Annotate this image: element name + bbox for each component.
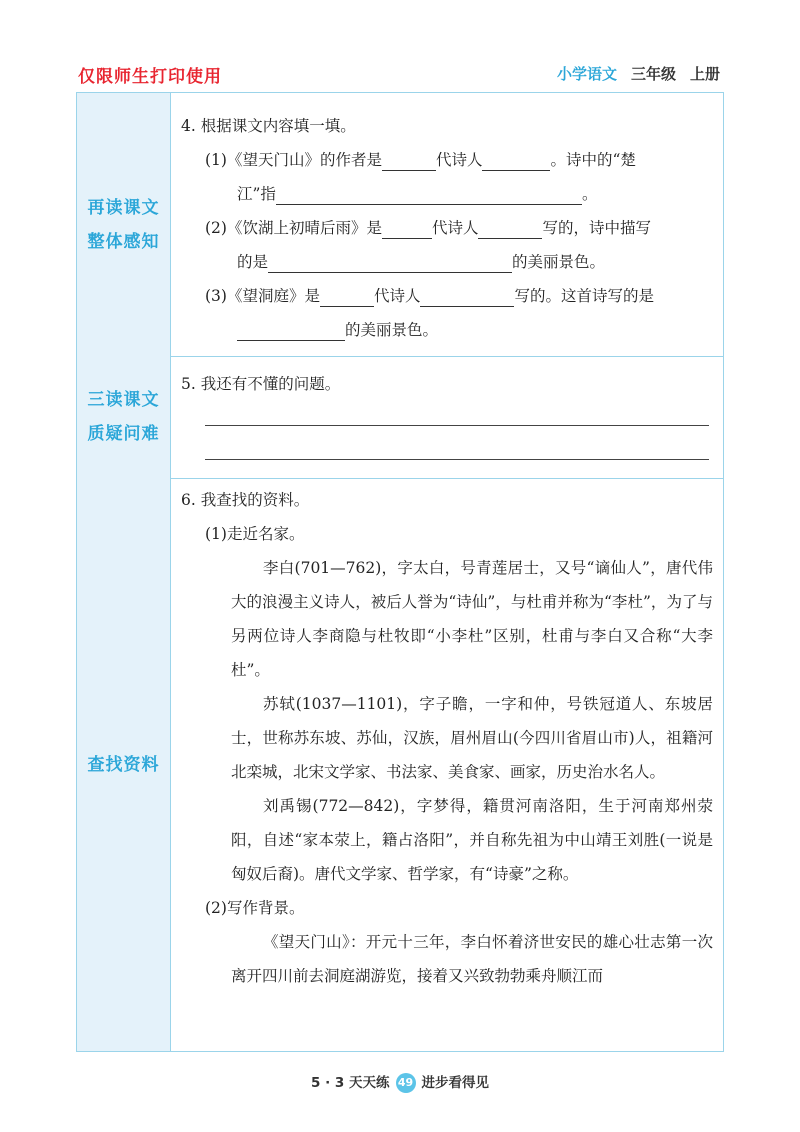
section-label-reread [77, 93, 171, 356]
fill-blank[interactable] [420, 284, 514, 307]
fill-blank[interactable] [482, 148, 550, 171]
fill-blank[interactable] [478, 216, 542, 239]
q4-line: (2)《饮湖上初晴后雨》是 代诗人 写的，诗中描写 [181, 211, 713, 245]
row-divider [77, 478, 723, 479]
volume-label: 上册 [689, 65, 720, 83]
section-label-line: 质疑问难 [87, 424, 160, 444]
background-text: 《望天门山》：开元十三年，李白怀着济世安民的雄心壮志第一次离开四川前去洞庭湖游览，接着又兴致勃勃乘舟顺江而 [231, 933, 713, 985]
grade-label: 三年级 [630, 65, 676, 83]
fill-blank[interactable] [382, 216, 432, 239]
bio-liuyuxi: 刘禹锡(772—842)，字梦得，籍贯河南洛阳，生于河南郑州荥阳，自述“家本荥上，籍占洛阳”，并自称先祖为中山靖王刘胜(一说是匈奴后裔)。唐代文学家、哲学家，有“诗豪”之称。 [231, 797, 713, 883]
answer-line[interactable] [205, 459, 709, 460]
worksheet-table [76, 92, 724, 1052]
question-title: 5. 我还有不懂的问题。 [181, 375, 341, 393]
page-footer [0, 1071, 800, 1093]
fill-blank[interactable] [237, 318, 345, 341]
q4-line: 的美丽景色。 [181, 313, 713, 347]
section-label-research [77, 478, 171, 1051]
book-info [557, 63, 720, 84]
subject-label: 小学语文 [556, 65, 617, 83]
question-6 [181, 483, 713, 993]
print-notice: 仅限师生打印使用 [78, 67, 222, 87]
section-label-line: 再读课文 [87, 197, 160, 218]
footer-brand: 5 · 3 天天练 [310, 1075, 390, 1091]
section-label-question [77, 356, 171, 478]
subsection-title: (2)写作背景。 [205, 899, 305, 917]
question-5 [181, 367, 713, 460]
bio-sushi: 苏轼(1037—1101)，字子瞻，一字和仲，号铁冠道人、东坡居士，世称苏东坡、苏仙，汉族，眉州眉山(今四川省眉山市)人，祖籍河北栾城，北宋文学家、书法家、美食家、画家，历史治水名人。 [231, 695, 713, 781]
bio-libai: 李白(701—762)，字太白，号青莲居士，又号“谪仙人”，唐代伟大的浪漫主义诗人，被后人誉为“诗仙”，与杜甫并称为“李杜”，为了与另两位诗人李商隐与杜牧即“小李杜”区别，杜甫与李白又合称“大李杜”。 [231, 559, 713, 679]
q4-line: (1)《望天门山》的作者是 代诗人 。诗中的“楚 [181, 143, 713, 177]
question-4 [181, 109, 713, 347]
section-label-line: 三读课文 [87, 390, 160, 410]
fill-blank[interactable] [320, 284, 374, 307]
page-number: 49 [396, 1073, 416, 1093]
question-title: 4. 根据课文内容填一填。 [181, 117, 356, 135]
footer-slogan: 进步看得见 [421, 1075, 489, 1091]
q4-line: 江”指 。 [181, 177, 713, 211]
section-label-line: 整体感知 [87, 231, 160, 252]
row-divider [77, 356, 723, 357]
q4-line: (3)《望洞庭》是 代诗人 写的。这首诗写的是 [181, 279, 713, 313]
q4-line: 的是 的美丽景色。 [181, 245, 713, 279]
subsection-title: (1)走近名家。 [205, 525, 305, 543]
question-title: 6. 我查找的资料。 [181, 491, 310, 509]
section-label-line: 查找资料 [87, 754, 160, 775]
fill-blank[interactable] [276, 182, 582, 205]
fill-blank[interactable] [268, 250, 512, 273]
fill-blank[interactable] [382, 148, 436, 171]
